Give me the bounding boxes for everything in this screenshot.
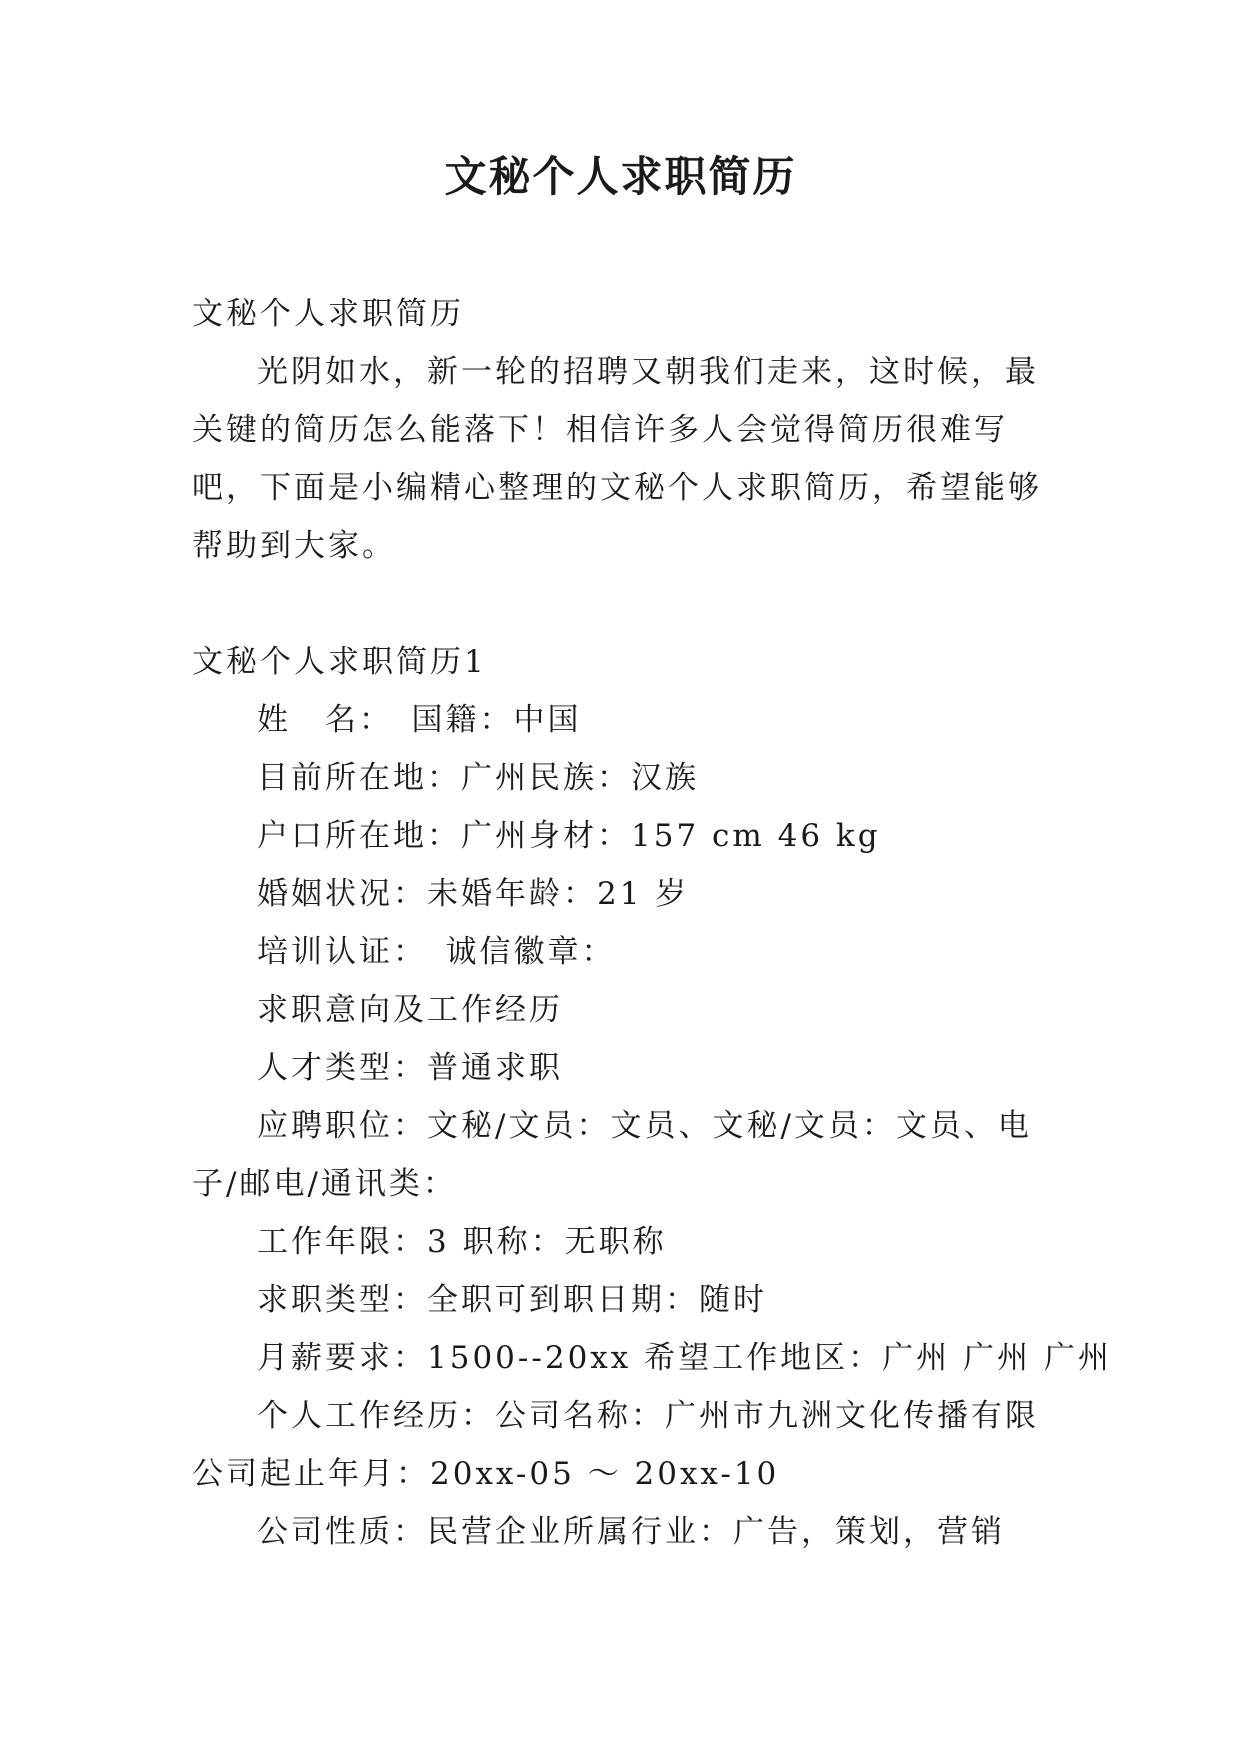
intention-heading: 求职意向及工作经历 xyxy=(257,992,563,1028)
field-position: 应聘职位：文秘/文员：文员、文秘/文员：文员、电子/邮电/通讯类： xyxy=(192,1108,1032,1202)
document-subtitle: 文秘个人求职简历 xyxy=(192,296,464,332)
field-talent-type: 人才类型：普通求职 xyxy=(257,1050,563,1086)
field-training-badge: 培训认证： 诚信徽章： xyxy=(257,934,616,970)
field-name-nationality: 姓 名： 国籍：中国 xyxy=(257,702,582,738)
field-salary-region: 月薪要求：1500--20xx 希望工作地区：广州 广州 广州 xyxy=(257,1340,1112,1376)
document-body xyxy=(192,285,1112,1561)
field-marital-age: 婚姻状况：未婚年龄：21 岁 xyxy=(257,876,690,912)
field-years-title: 工作年限：3 职称：无职称 xyxy=(257,1224,667,1260)
document-title: 文秘个人求职简历 xyxy=(444,152,797,201)
field-hukou-physique: 户口所在地：广州身材：157 cm 46 kg xyxy=(257,818,881,854)
intro-paragraph: 光阴如水，新一轮的招聘又朝我们走来，这时候，最关键的简历怎么能落下！相信许多人会觉得简历很难写吧，下面是小编精心整理的文秘个人求职简历，希望能够帮助到大家。 xyxy=(192,354,1042,564)
blank-line xyxy=(192,575,1050,633)
field-location-ethnicity: 目前所在地：广州民族：汉族 xyxy=(257,760,699,796)
field-work-experience: 个人工作经历：公司名称：广州市九洲文化传播有限公司起止年月：20xx-05 ～ 20xx-10 xyxy=(192,1398,1039,1492)
field-job-type-start: 求职类型：全职可到职日期：随时 xyxy=(257,1282,767,1318)
section-heading: 文秘个人求职简历1 xyxy=(192,644,487,680)
field-company-nature: 公司性质：民营企业所属行业：广告，策划，营销 xyxy=(257,1514,1005,1550)
